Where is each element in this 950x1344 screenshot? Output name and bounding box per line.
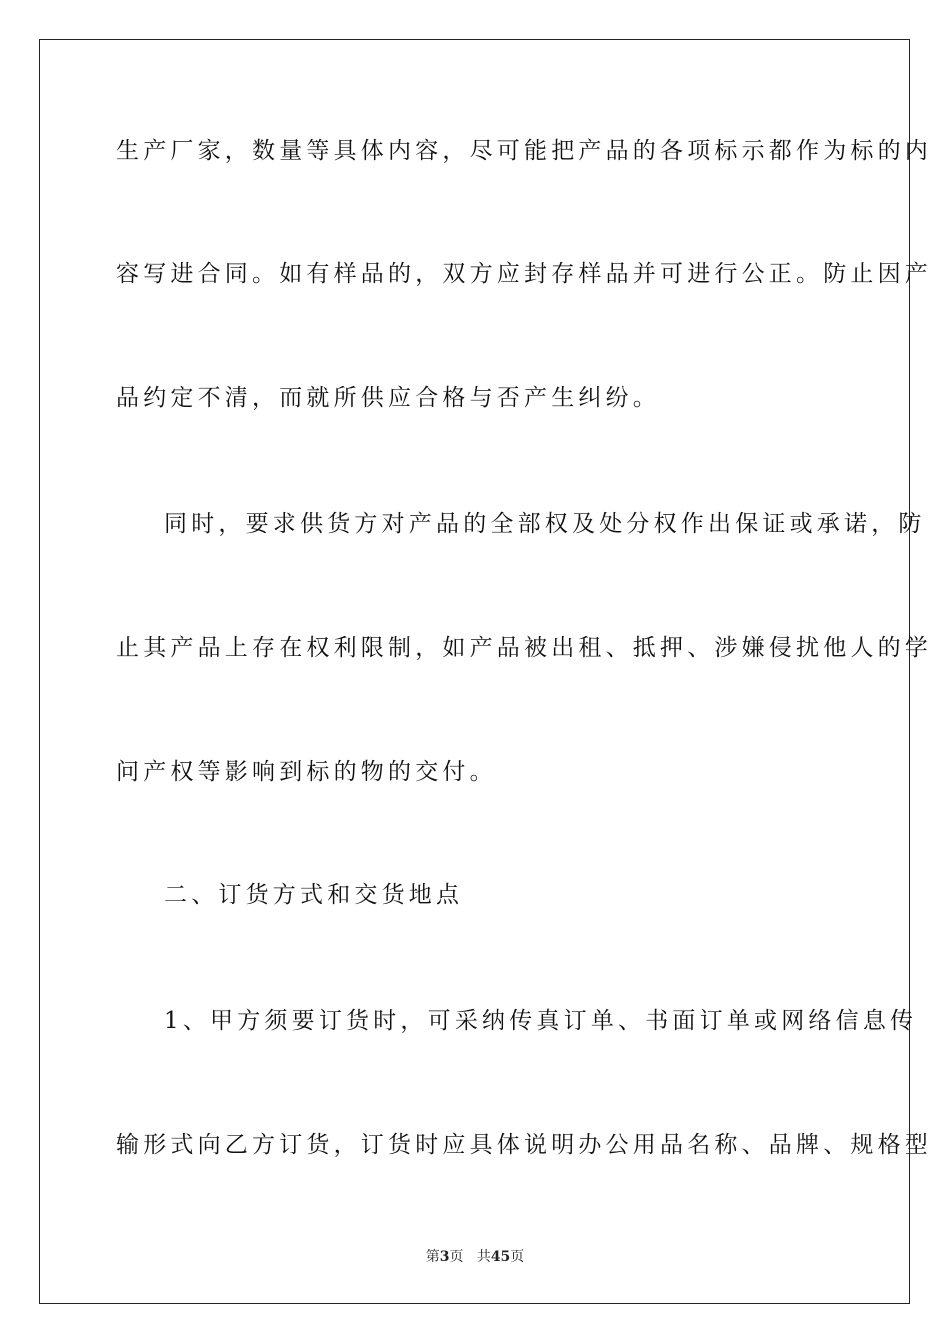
footer-total-suffix: 页	[510, 1249, 525, 1265]
body-line-3: 品约定不清，而就所供应合格与否产生纠纷。	[116, 385, 660, 411]
body-line-5: 止其产品上存在权利限制，如产品被出租、抵押、涉嫌侵扰他人的学	[116, 635, 932, 661]
section-heading: 二、订货方式和交货地点	[164, 882, 464, 908]
footer-total-prefix: 共	[476, 1249, 491, 1265]
body-line-4: 同时，要求供货方对产品的全部权及处分权作出保证或承诺，防	[164, 511, 926, 537]
body-line-1: 生产厂家，数量等具体内容，尽可能把产品的各项标示都作为标的内	[116, 138, 932, 164]
body-line-2: 容写进合同。如有样品的，双方应封存样品并可进行公正。防止因产	[116, 261, 932, 287]
total-pages-number: 45	[490, 1249, 511, 1265]
page-footer	[0, 1248, 950, 1266]
footer-prefix: 第	[425, 1249, 440, 1265]
body-line-9: 输形式向乙方订货，订货时应具体说明办公用品名称、品牌、规格型	[116, 1132, 932, 1158]
page-border	[39, 39, 932, 1304]
current-page-number: 3	[439, 1249, 450, 1265]
body-line-8: 1、甲方须要订货时，可采纳传真订单、书面订单或网络信息传	[164, 1008, 918, 1034]
body-line-6: 问产权等影响到标的物的交付。	[116, 759, 497, 785]
footer-page-suffix: 页	[449, 1249, 464, 1265]
